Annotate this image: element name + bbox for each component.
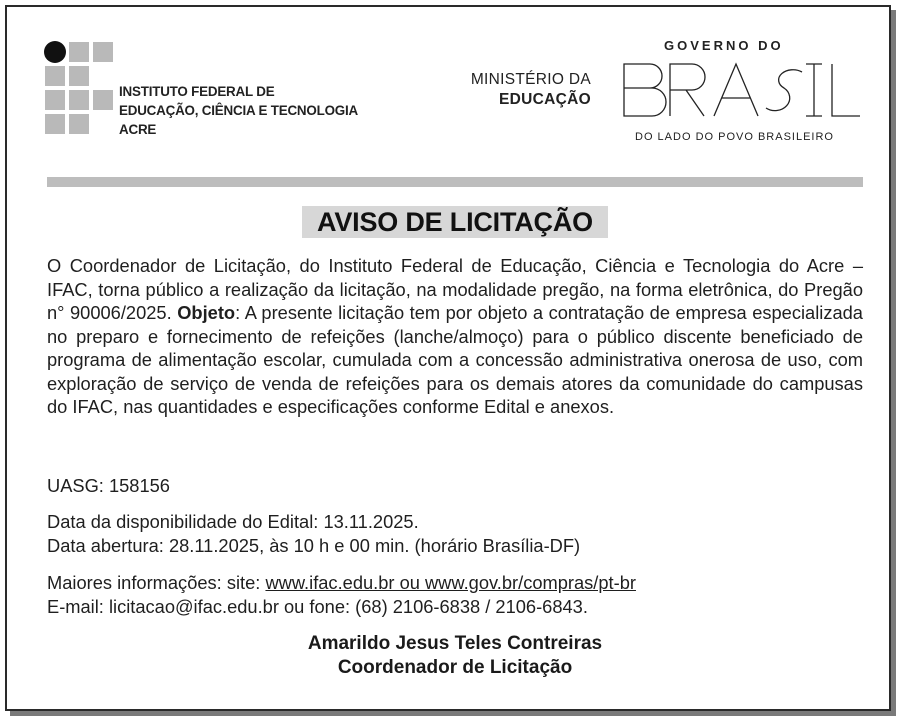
header-divider xyxy=(47,177,863,187)
ministry-line1: MINISTÉRIO DA xyxy=(470,71,591,88)
email-line: E-mail: licitacao@ifac.edu.br ou fone: (68) 2106-6838 / 2106-6843. xyxy=(47,595,588,617)
intro-text: O Coordenador de Licitação, do Instituto Federal de Educação, Ciência e Tecnologia do Acre – IFAC, torna público a realização da licitação, na modalidade pregão, na forma eletrônica, do Pregão n° 90006/2025. xyxy=(47,255,863,323)
institute-name xyxy=(119,82,358,139)
page-title: AVISO DE LICITAÇÃO xyxy=(302,206,608,238)
ministry-line2: EDUCAÇÃO xyxy=(499,91,591,108)
signature-name: Amarildo Jesus Teles Contreiras xyxy=(307,633,603,654)
objeto-text: : A presente licitação tem por objeto a contratação de empresa especializada no preparo e fornecimento de refeições (lanche/almoço) para o público discente beneficiado de programa de alimentação escolar, cumulada com a concessão administrativa onerosa de uso, com exploração de serviço de venda de refeições para os demais atores da comunidade do campusas do IFAC, nas quantidades e especificações conforme Edital e anexos. xyxy=(47,302,863,417)
info-link[interactable]: www.ifac.edu.br ou www.gov.br/compras/pt-br xyxy=(265,572,636,593)
ifac-logo-icon xyxy=(45,42,115,134)
government-slogan: DO LADO DO POVO BRASILEIRO xyxy=(635,131,834,143)
institute-line3: ACRE xyxy=(119,122,157,137)
date-edital: Data da disponibilidade do Edital: 13.11.2025. xyxy=(47,511,419,532)
ifac-logo-dot xyxy=(44,41,66,63)
ministry-name xyxy=(451,70,591,110)
objeto-label: Objeto xyxy=(177,302,236,323)
dates-block xyxy=(47,510,863,557)
date-abertura: Data abertura: 28.11.2025, às 10 h e 00 min. (horário Brasília-DF) xyxy=(47,534,581,556)
uasg: UASG: 158156 xyxy=(47,475,170,496)
institute-line1: INSTITUTO FEDERAL DE xyxy=(119,84,275,99)
signature-role: Coordenador de Licitação xyxy=(337,657,573,678)
institute-line2: EDUCAÇÃO, CIÊNCIA E TECNOLOGIA xyxy=(119,103,359,118)
info-prefix: Maiores informações: site: xyxy=(47,572,266,593)
contact-block xyxy=(47,571,863,618)
info-line xyxy=(47,571,863,595)
government-top-text: GOVERNO DO xyxy=(664,38,784,53)
brasil-logo-icon xyxy=(622,62,862,120)
notice-body xyxy=(47,254,863,419)
